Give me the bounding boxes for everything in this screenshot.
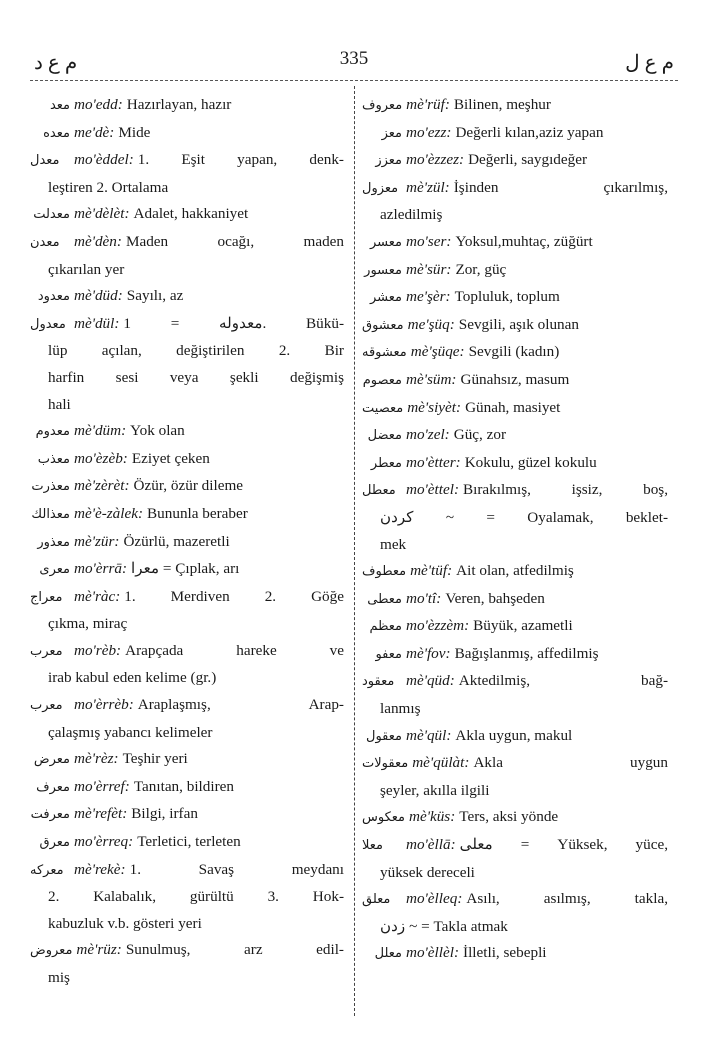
definition-text: Sayılı, az <box>126 287 184 305</box>
entry-first-line <box>30 501 344 529</box>
definition-text: معلى = Yüksek, yüce, <box>459 836 668 854</box>
transliteration: mè'dèn: <box>74 232 122 250</box>
arabic-headword: معزول <box>362 180 399 196</box>
arabic-headword: معسور <box>364 262 402 278</box>
dictionary-entry <box>30 774 344 802</box>
entry-first-line <box>30 201 344 229</box>
arabic-headword: معشوق <box>362 317 404 333</box>
definition-text: Güç, zor <box>453 426 507 444</box>
definition-text: 1. Merdiven 2. Göğe <box>124 587 344 605</box>
entry-first-line <box>30 774 344 802</box>
dictionary-entry <box>30 746 344 774</box>
dictionary-entry <box>362 147 668 175</box>
entry-first-line <box>362 641 668 669</box>
transliteration: mè'süm: <box>406 370 457 388</box>
definition-text: Akla uygun <box>473 754 668 772</box>
arabic-headword: معزز <box>375 153 402 169</box>
arabic-headword: معقولات <box>362 756 409 772</box>
arabic-headword: معدوم <box>35 424 70 440</box>
definition-text: معرا = Çıplak, arı <box>131 560 240 578</box>
entry-first-line <box>362 613 668 641</box>
definition-text: Yok olan <box>130 422 185 440</box>
definition-text: Veren, bahşeden <box>445 589 545 607</box>
entry-first-line <box>362 832 668 860</box>
arabic-headword: معدود <box>37 289 70 305</box>
entry-first-line <box>30 92 344 120</box>
arabic-headword: معطوف <box>362 564 407 580</box>
dictionary-entry <box>362 395 668 423</box>
arabic-headword: معرق <box>39 835 70 851</box>
entry-first-line <box>30 556 344 584</box>
entry-first-line <box>362 175 668 203</box>
dictionary-entry <box>30 229 344 283</box>
arabic-headword: معده <box>43 125 70 141</box>
dictionary-entry <box>362 750 668 804</box>
dictionary-entry <box>362 586 668 614</box>
dictionary-entry <box>362 832 668 886</box>
transliteration: mè'düm: <box>74 422 127 440</box>
entry-first-line <box>362 395 668 423</box>
arabic-headword: معصيت <box>362 400 404 416</box>
definition-text: Zor, güç <box>455 260 507 278</box>
definition-text: Sunulmuş, arz edil- <box>125 941 344 959</box>
arabic-headword: معرب <box>30 698 63 714</box>
dictionary-entry <box>362 339 668 367</box>
arabic-headword: معطل <box>362 483 396 499</box>
dictionary-entry <box>30 418 344 446</box>
dictionary-entry <box>362 558 668 586</box>
definition-text: 1. Savaş meydanı <box>129 860 344 878</box>
transliteration: mo'èzzèm: <box>406 617 470 635</box>
arabic-headword: معضل <box>367 428 402 444</box>
definition-continuation: miş <box>48 969 70 986</box>
transliteration: mè'ràc: <box>74 587 121 605</box>
definition-text: Sevgili, aşık olunan <box>458 315 579 333</box>
dictionary-entry <box>362 175 668 229</box>
entry-first-line <box>362 723 668 751</box>
dictionary-entry <box>30 937 344 991</box>
transliteration: mè'qülàt: <box>412 754 470 772</box>
entry-first-line <box>362 120 668 148</box>
definition-text: معدوله = 1. Bükü- <box>123 314 344 332</box>
transliteration: mo'èlleq: <box>406 890 463 908</box>
arabic-headword: معكوس <box>362 810 405 826</box>
dictionary-entry <box>362 450 668 478</box>
transliteration: me'şèr: <box>406 288 451 306</box>
dictionary-entry <box>30 120 344 148</box>
arabic-headword: معرف <box>36 779 70 795</box>
transliteration: mè'tüf: <box>410 562 453 580</box>
definition-continuation: şeyler, akılla ilgili <box>380 781 490 799</box>
dictionary-entry <box>362 641 668 669</box>
dictionary-entry <box>362 940 668 968</box>
entry-first-line <box>30 283 344 311</box>
definition-text: Değerli, saygıdeğer <box>468 151 588 169</box>
entry-first-line <box>30 937 344 965</box>
transliteration: mè'düd: <box>74 287 123 305</box>
transliteration: mè'rüz: <box>76 941 122 959</box>
definition-text: Bırakılmış, işsiz, boş, <box>463 481 668 499</box>
arabic-headword: معدن <box>30 234 60 250</box>
arabic-headword: معفو <box>375 646 402 662</box>
transliteration: mè'qül: <box>406 726 452 744</box>
definition-continuation: lanmış <box>380 700 421 718</box>
dictionary-entry <box>362 257 668 285</box>
left-column <box>30 92 344 992</box>
arabic-headword: معلا <box>362 838 383 854</box>
entry-first-line <box>362 422 668 450</box>
arabic-headword: معصوم <box>362 372 402 388</box>
dictionary-entry <box>362 422 668 450</box>
transliteration: mè'sür: <box>406 260 452 278</box>
page-header <box>34 48 674 78</box>
dictionary-entry <box>30 638 344 692</box>
arabic-headword: معظم <box>369 619 402 635</box>
dictionary-entry <box>30 311 344 418</box>
definition-continuation: çıkarılan yer <box>48 260 125 278</box>
definition-text: Özür, özür dileme <box>133 477 244 495</box>
arabic-headword: معذرت <box>31 479 70 495</box>
definition-text: Terletici, terleten <box>137 833 241 851</box>
arabic-headword: معلل <box>374 946 402 962</box>
entry-first-line <box>30 638 344 666</box>
transliteration: mè'refèt: <box>74 805 128 823</box>
entry-first-line <box>362 339 668 367</box>
definition-text: 1. Eşit yapan, denk- <box>137 151 344 169</box>
dictionary-entry <box>362 613 668 641</box>
entry-first-line <box>362 284 668 312</box>
definition-text: Bilinen, meşhur <box>453 96 551 113</box>
dictionary-entry <box>30 92 344 120</box>
transliteration: mè'rekè: <box>74 860 126 878</box>
transliteration: mo'ètter: <box>406 453 461 471</box>
definition-continuation: lüp açılan, değiştirilen 2. Bir <box>48 342 344 360</box>
transliteration: mè'siyèt: <box>407 398 462 416</box>
arabic-headword: معذور <box>37 534 70 550</box>
entry-first-line <box>30 801 344 829</box>
dictionary-entry <box>30 556 344 584</box>
entry-first-line <box>30 147 344 175</box>
dictionary-entry <box>362 312 668 340</box>
definition-continuation: كردن ~ = Oyalamak, beklet- <box>380 508 668 526</box>
transliteration: mo'rèb: <box>74 641 122 659</box>
dictionary-entry <box>362 120 668 148</box>
arabic-headword: معرى <box>39 562 70 578</box>
transliteration: mo'èddel: <box>74 151 134 169</box>
entry-first-line <box>362 804 668 832</box>
entry-first-line <box>362 257 668 285</box>
dictionary-entry <box>30 829 344 857</box>
entry-first-line <box>30 857 344 885</box>
definition-text: Özürlü, mazeretli <box>123 532 230 550</box>
definition-continuation: çalaşmış yabancı kelimeler <box>48 723 213 741</box>
definition-text: Aktedilmiş, bağ- <box>458 672 668 690</box>
arabic-headword: معروض <box>30 943 73 959</box>
header-rule <box>30 80 678 81</box>
arabic-headword: معد <box>49 98 70 113</box>
definition-text: İşinden çıkarılmış, <box>453 178 668 196</box>
definition-continuation: زدن ~ = Takla atmak <box>380 917 508 935</box>
entry-first-line <box>30 120 344 148</box>
entry-first-line <box>362 886 668 914</box>
entry-first-line <box>362 940 668 968</box>
definition-text: Asılı, asılmış, takla, <box>466 890 668 908</box>
definition-text: Günahsız, masum <box>460 370 570 388</box>
transliteration: mè'qüd: <box>406 672 455 690</box>
transliteration: mè'zèrèt: <box>74 477 130 495</box>
transliteration: mè'dèlèt: <box>74 205 130 223</box>
dictionary-entry <box>30 147 344 201</box>
transliteration: mo'èzèb: <box>74 449 128 467</box>
definition-text: Teşhir yeri <box>122 750 188 768</box>
definition-text: Topluluk, toplum <box>454 288 560 306</box>
transliteration: mo'èrrā: <box>74 560 128 578</box>
transliteration: mè'zür: <box>74 532 120 550</box>
dictionary-entry <box>30 201 344 229</box>
arabic-headword: معركه <box>30 862 64 878</box>
definition-text: Hazırlayan, hazır <box>126 96 232 113</box>
definition-text: Bağışlanmış, affedilmiş <box>454 644 599 662</box>
transliteration: mo'èrref: <box>74 777 130 795</box>
right-column <box>362 92 668 968</box>
definition-continuation: irab kabul eden kelime (gr.) <box>48 669 217 687</box>
entry-first-line <box>362 367 668 395</box>
definition-text: Maden ocağı, maden <box>125 232 344 250</box>
arabic-headword: معز <box>381 125 402 141</box>
definition-text: Arapçada hareke ve <box>125 641 344 659</box>
transliteration: mo'edd: <box>74 96 123 113</box>
dictionary-entry <box>30 692 344 746</box>
definition-text: Adalet, hakkaniyet <box>133 205 249 223</box>
transliteration: mo'zel: <box>406 426 450 444</box>
definition-text: Sevgili (kadın) <box>468 343 560 361</box>
dictionary-entry <box>30 529 344 557</box>
column-divider <box>354 86 355 1016</box>
dictionary-entry <box>362 723 668 751</box>
definition-text: Tanıtan, bildiren <box>133 777 234 795</box>
transliteration: mo'èttel: <box>406 481 460 499</box>
transliteration: mo'tî: <box>406 589 442 607</box>
transliteration: mè'zül: <box>406 178 450 196</box>
dictionary-entry <box>362 477 668 558</box>
entry-first-line <box>30 529 344 557</box>
dictionary-entry <box>30 501 344 529</box>
dictionary-entry <box>362 92 668 120</box>
dictionary-entry <box>30 584 344 638</box>
transliteration: me'şüq: <box>407 315 455 333</box>
arabic-headword: معرب <box>30 643 63 659</box>
dictionary-entry <box>362 367 668 395</box>
entry-first-line <box>30 418 344 446</box>
transliteration: mo'ser: <box>406 232 452 250</box>
arabic-headword: معسر <box>369 234 402 250</box>
header-right-letters: م ع ل <box>625 52 674 74</box>
definition-text: Mide <box>118 123 151 141</box>
definition-continuation: hali <box>48 395 71 413</box>
header-left-letters: م ع د <box>34 52 78 74</box>
entry-first-line <box>30 584 344 612</box>
definition-text: Büyük, azametli <box>473 617 573 635</box>
definition-continuation: mek <box>380 535 407 553</box>
arabic-headword: معرض <box>33 752 70 768</box>
definition-text: Akla uygun, makul <box>455 726 573 744</box>
entry-first-line <box>30 829 344 857</box>
definition-continuation: azledilmiş <box>380 206 443 224</box>
entry-first-line <box>362 92 668 120</box>
transliteration: mè'küs: <box>409 808 456 826</box>
arabic-headword: معشر <box>369 290 402 306</box>
dictionary-entry <box>362 886 668 940</box>
transliteration: mè'şüqe: <box>410 343 465 361</box>
definition-continuation: leştiren 2. Ortalama <box>48 178 169 196</box>
dictionary-entry <box>362 229 668 257</box>
definition-text: Bununla beraber <box>147 504 248 522</box>
arabic-headword: معطى <box>367 591 402 607</box>
entry-first-line <box>30 746 344 774</box>
transliteration: mo'èrreq: <box>74 833 134 851</box>
dictionary-entry <box>362 668 668 722</box>
definition-continuation: kabuzluk v.b. gösteri yeri <box>48 914 202 932</box>
dictionary-entry <box>362 804 668 832</box>
definition-text: İlletli, sebepli <box>463 944 547 962</box>
dictionary-entry <box>30 857 344 938</box>
transliteration: mo'èrrèb: <box>74 696 134 714</box>
transliteration: mè'è-zàlek: <box>74 504 144 522</box>
transliteration: mo'ezz: <box>406 123 452 141</box>
arabic-headword: معرفت <box>30 807 70 823</box>
transliteration: mo'èllèl: <box>406 944 460 962</box>
definition-continuation: çıkma, miraç <box>48 615 128 633</box>
definition-text: Ait olan, atfedilmiş <box>456 562 574 580</box>
entry-first-line <box>30 473 344 501</box>
entry-first-line <box>362 558 668 586</box>
arabic-headword: معدلت <box>33 207 70 223</box>
entry-first-line <box>362 750 668 778</box>
arabic-headword: معروف <box>362 98 403 113</box>
entry-first-line <box>30 229 344 257</box>
entry-first-line <box>362 477 668 505</box>
arabic-headword: معذالك <box>31 506 70 522</box>
transliteration: mè'dül: <box>74 314 120 332</box>
definition-continuation: yüksek dereceli <box>380 863 475 881</box>
transliteration: mo'èllā: <box>406 836 456 854</box>
arabic-headword: معقول <box>366 728 402 744</box>
dictionary-entry <box>30 446 344 474</box>
entry-first-line <box>362 312 668 340</box>
entry-first-line <box>362 668 668 696</box>
definition-text: Günah, masiyet <box>465 398 561 416</box>
definition-text: Kokulu, güzel kokulu <box>464 453 597 471</box>
arabic-headword: معراج <box>30 589 63 605</box>
entry-first-line <box>362 450 668 478</box>
definition-continuation: harfin sesi veya şekli değişmiş <box>48 368 344 386</box>
arabic-headword: معدول <box>30 316 66 332</box>
definition-text: Eziyet çeken <box>131 449 210 467</box>
entry-first-line <box>362 229 668 257</box>
definition-text: Araplaşmış, Arap- <box>137 696 344 714</box>
transliteration: mè'rèz: <box>74 750 119 768</box>
arabic-headword: معذب <box>37 451 70 467</box>
dictionary-entry <box>30 801 344 829</box>
dictionary-entry <box>30 473 344 501</box>
arabic-headword: معقود <box>362 674 395 690</box>
entry-first-line <box>362 586 668 614</box>
page-number: 335 <box>339 48 369 69</box>
transliteration: mo'èzzez: <box>406 151 465 169</box>
definition-text: Değerli kılan,aziz yapan <box>455 123 604 141</box>
transliteration: mè'rüf: <box>406 96 450 113</box>
definition-continuation: 2. Kalabalık, gürültü 3. Hok- <box>48 888 344 906</box>
entry-first-line <box>30 446 344 474</box>
definition-text: Ters, aksi yönde <box>459 808 559 826</box>
arabic-headword: معشوقه <box>362 345 407 361</box>
definition-text: Bilgi, irfan <box>131 805 198 823</box>
entry-first-line <box>30 692 344 720</box>
transliteration: me'dè: <box>74 123 115 141</box>
transliteration: mè'fov: <box>406 644 451 662</box>
definition-text: Yoksul,muhtaç, züğürt <box>455 232 593 250</box>
dictionary-entry <box>30 283 344 311</box>
dictionary-entry <box>362 284 668 312</box>
arabic-headword: معلق <box>362 892 391 908</box>
entry-first-line <box>30 311 344 339</box>
entry-first-line <box>362 147 668 175</box>
arabic-headword: معطر <box>370 455 402 471</box>
arabic-headword: معدل <box>30 153 60 169</box>
